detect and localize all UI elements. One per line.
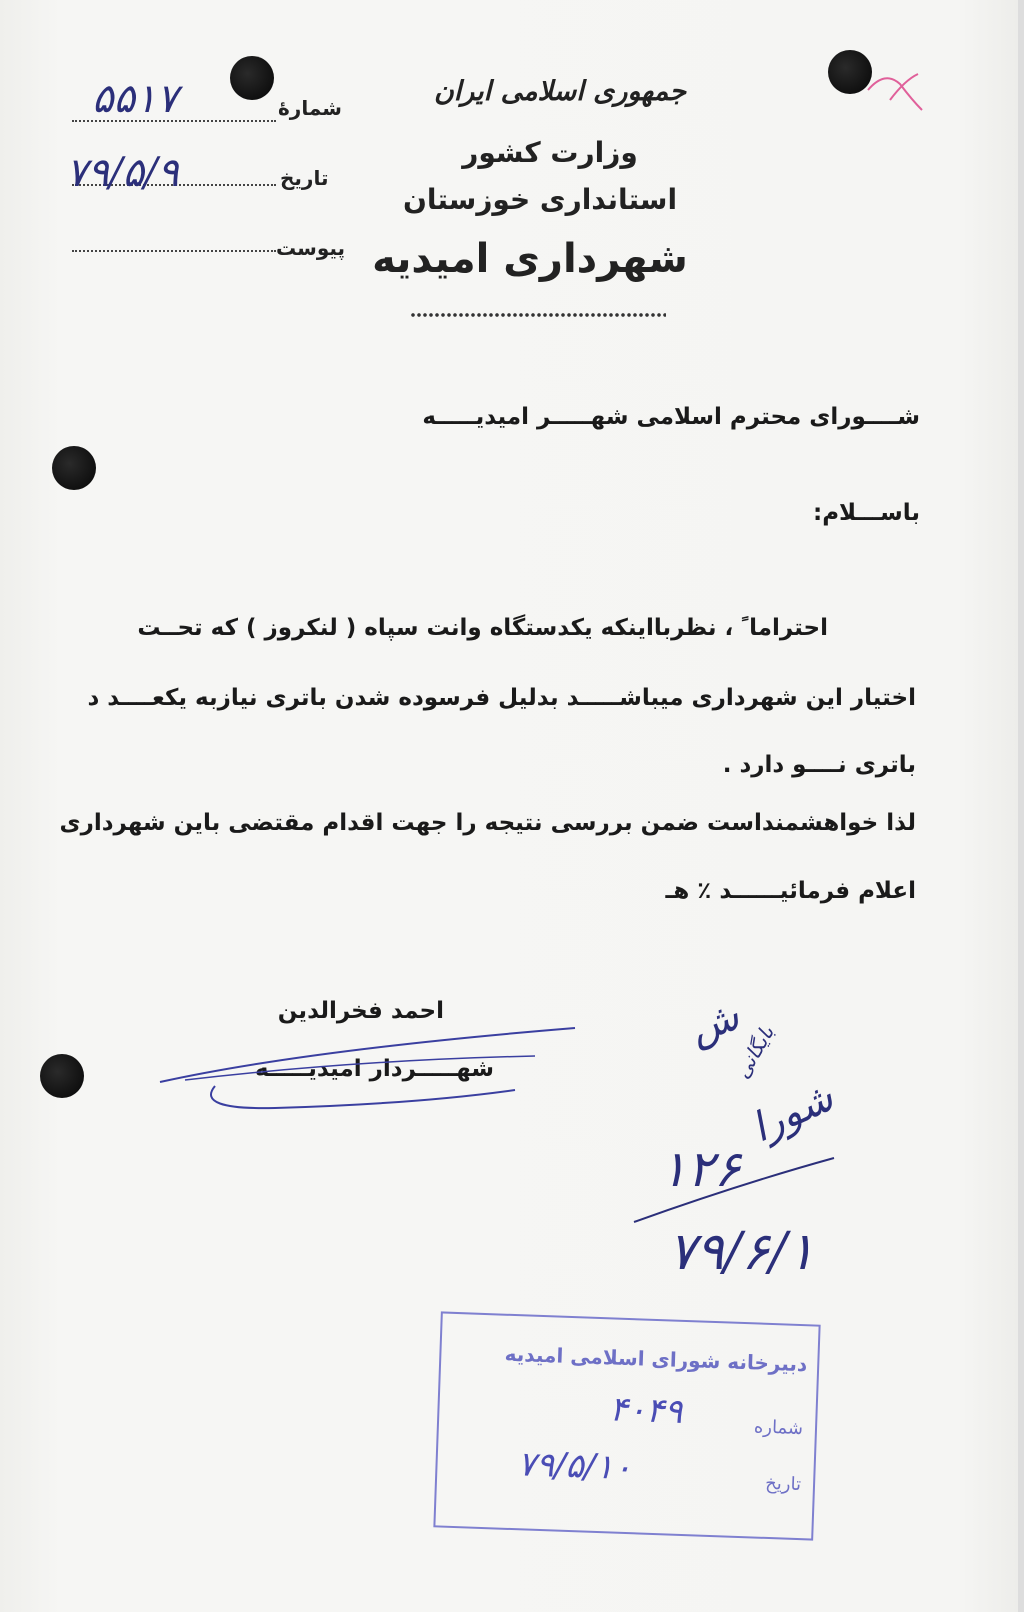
attachment-label: پیوست bbox=[276, 236, 346, 260]
stamp-date-label: تاریخ bbox=[764, 1472, 802, 1496]
secretariat-stamp bbox=[433, 1311, 820, 1540]
note-line-2: بایگانی bbox=[729, 1021, 779, 1083]
header-republic: جمهوری اسلامی ایران bbox=[433, 76, 687, 107]
body-line-5: اعلام فرمائیــــــد ٪ هـ bbox=[665, 878, 916, 904]
body-line-4: لذا خواهشمنداست ضمن بررسی نتیجه را جهت اقدام مقتضی باین شهرداری bbox=[59, 810, 916, 836]
page-edge bbox=[1018, 0, 1024, 1612]
body-line-3: باتری نــــو دارد . bbox=[722, 752, 916, 778]
body-line-1: احتراما ً ، نظربااینکه یکدستگاه وانت سپاه ( لنکروز ) که تحــت bbox=[137, 615, 828, 641]
note-underline bbox=[630, 1150, 840, 1230]
stamp-number-value: ۴۰۴۹ bbox=[608, 1389, 684, 1432]
date-label: تاریخ bbox=[280, 166, 329, 190]
note-date: ٧٩/۶/١ bbox=[668, 1222, 815, 1282]
stamp-number-label: شماره bbox=[753, 1416, 804, 1440]
punch-hole-top-left bbox=[230, 56, 274, 100]
note-line-1: ش bbox=[683, 993, 746, 1053]
body-line-2: اختیار این شهرداری میباشـــــد بدلیل فرسوده شدن باتری نیازبه یکعــــد د bbox=[87, 685, 916, 711]
number-value: ۵۵۱۷ bbox=[92, 76, 178, 122]
greeting: باســـلام: bbox=[813, 500, 920, 526]
header-governorate: استانداری خوزستان bbox=[402, 183, 678, 216]
note-number: ١٢۶ bbox=[660, 1140, 741, 1198]
punch-hole-middle bbox=[52, 446, 96, 490]
date-value: ۷۹/۵/۹ bbox=[66, 150, 179, 196]
stamp-title: دبیرخانه شورای اسلامی امیدیه bbox=[504, 1341, 808, 1377]
attachment-line bbox=[72, 250, 276, 252]
number-label: شمارهٔ bbox=[278, 96, 342, 120]
header-ministry: وزارت کشور bbox=[462, 136, 638, 169]
note-line-3: شورا bbox=[744, 1074, 841, 1152]
signatory-title: شهـــــردار امیدیـــــه bbox=[254, 1056, 494, 1082]
stamp-date-value: ۷۹/۵/۱۰ bbox=[516, 1444, 633, 1489]
signature-scribble bbox=[155, 1020, 595, 1120]
header-municipality: شهرداری امیدیه bbox=[372, 236, 688, 282]
pink-pen-mark bbox=[860, 60, 930, 120]
header-divider bbox=[410, 312, 666, 318]
punch-hole-bottom bbox=[40, 1054, 84, 1098]
signatory-name: احمد فخرالدین bbox=[277, 998, 444, 1024]
addressee: شــــورای محترم اسلامی شهـــــر امیدیـــــه bbox=[422, 404, 920, 430]
